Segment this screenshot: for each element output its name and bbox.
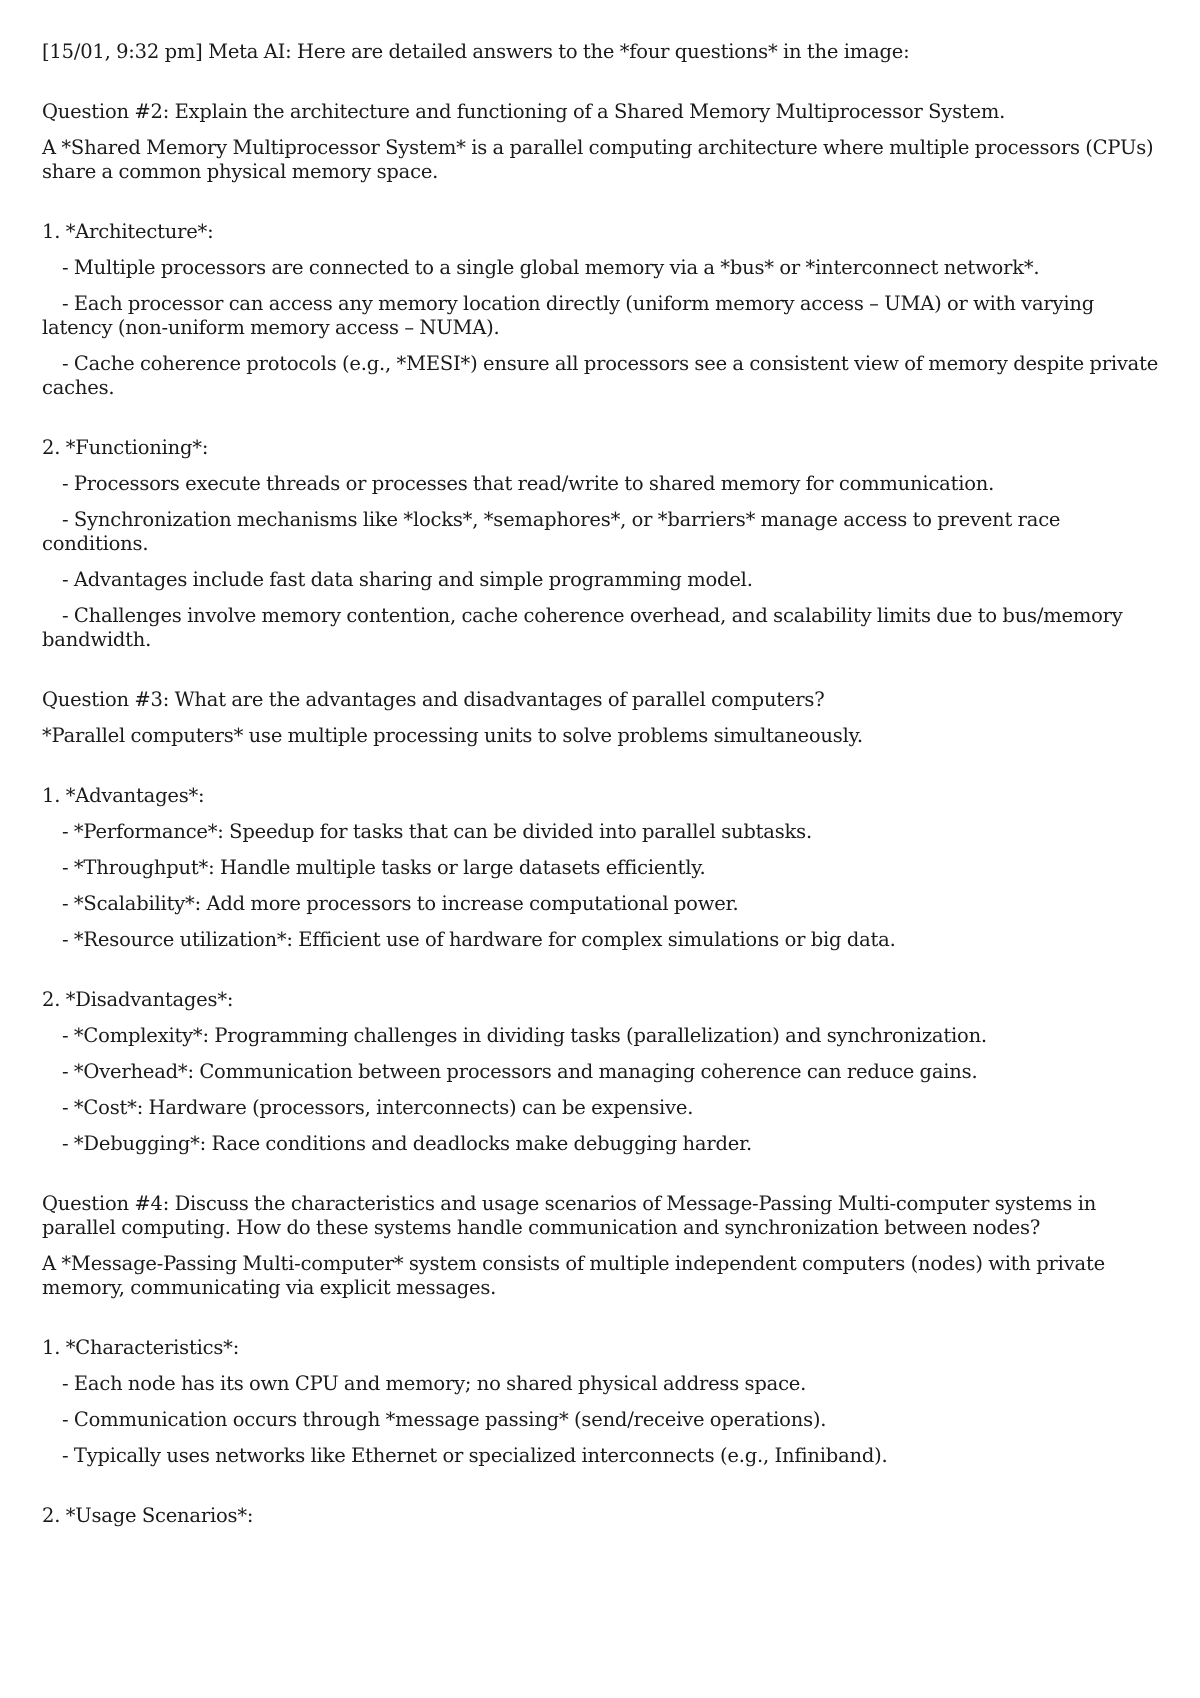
spacer: [42, 196, 1162, 220]
spacer: [42, 1480, 1162, 1504]
question-4-intro: A *Message-Passing Multi-computer* system consists of multiple independent computers (nodes) with private memory, communicating via explicit messages.: [42, 1252, 1111, 1299]
q3-advantages-item: - *Resource utilization*: Efficient use of hardware for complex simulations or big data.: [62, 928, 896, 951]
q3-disadvantages-item: - *Cost*: Hardware (processors, interconnects) can be expensive.: [62, 1096, 694, 1119]
question-3-intro: *Parallel computers* use multiple processing units to solve problems simultaneously.: [42, 724, 863, 747]
question-2-intro: A *Shared Memory Multiprocessor System* is a parallel computing architecture where multiple processors (CPUs) share a common physical memory space.: [42, 136, 1159, 183]
spacer: [42, 76, 1162, 100]
document-page: [42, 40, 1162, 1540]
q2-functioning-item: - Processors execute threads or processes that read/write to shared memory for communication.: [62, 472, 995, 495]
q3-section-advantages-title: 1. *Advantages*:: [42, 784, 205, 807]
spacer: [42, 964, 1162, 988]
q2-architecture-item: - Cache coherence protocols (e.g., *MESI*) ensure all processors see a consistent view of memory despite private caches.: [42, 352, 1164, 399]
q2-architecture-item: - Multiple processors are connected to a single global memory via a *bus* or *interconnect network*.: [62, 256, 1040, 279]
spacer: [42, 1312, 1162, 1336]
spacer: [42, 412, 1162, 436]
q4-characteristics-item: - Each node has its own CPU and memory; no shared physical address space.: [62, 1372, 807, 1395]
q4-characteristics-item: - Typically uses networks like Ethernet or specialized interconnects (e.g., Infiniband).: [62, 1444, 888, 1467]
q3-disadvantages-item: - *Overhead*: Communication between processors and managing coherence can reduce gains.: [62, 1060, 978, 1083]
question-2-heading: Question #2: Explain the architecture and functioning of a Shared Memory Multiprocessor System.: [42, 100, 1006, 123]
spacer: [42, 1168, 1162, 1192]
question-4-heading: Question #4: Discuss the characteristics and usage scenarios of Message-Passing Multi-computer systems in parallel computing. How do these systems handle communication and synchronization between nodes?: [42, 1192, 1102, 1239]
q4-characteristics-item: - Communication occurs through *message passing* (send/receive operations).: [62, 1408, 827, 1431]
q3-disadvantages-item: - *Debugging*: Race conditions and deadlocks make debugging harder.: [62, 1132, 753, 1155]
spacer: [42, 664, 1162, 688]
q2-architecture-item: - Each processor can access any memory location directly (uniform memory access – UMA) or with varying latency (non-uniform memory access – NUMA).: [42, 292, 1100, 339]
q2-functioning-item: - Challenges involve memory contention, cache coherence overhead, and scalability limits due to bus/memory bandwidth.: [42, 604, 1129, 651]
q3-disadvantages-item: - *Complexity*: Programming challenges in dividing tasks (parallelization) and synchronization.: [62, 1024, 987, 1047]
q3-section-disadvantages-title: 2. *Disadvantages*:: [42, 988, 234, 1011]
q3-advantages-item: - *Scalability*: Add more processors to increase computational power.: [62, 892, 739, 915]
question-3-heading: Question #3: What are the advantages and disadvantages of parallel computers?: [42, 688, 825, 711]
q3-advantages-item: - *Throughput*: Handle multiple tasks or large datasets efficiently.: [62, 856, 706, 879]
q2-section-functioning-title: 2. *Functioning*:: [42, 436, 209, 459]
q4-section-usage-title: 2. *Usage Scenarios*:: [42, 1504, 254, 1527]
q2-section-architecture-title: 1. *Architecture*:: [42, 220, 214, 243]
q3-advantages-item: - *Performance*: Speedup for tasks that can be divided into parallel subtasks.: [62, 820, 812, 843]
q2-functioning-item: - Synchronization mechanisms like *locks*, *semaphores*, or *barriers* manage access to prevent race conditions.: [42, 508, 1066, 555]
message-header: [15/01, 9:32 pm] Meta AI: Here are detailed answers to the *four questions* in the image:: [42, 40, 910, 63]
q4-section-characteristics-title: 1. *Characteristics*:: [42, 1336, 240, 1359]
spacer: [42, 760, 1162, 784]
q2-functioning-item: - Advantages include fast data sharing and simple programming model.: [62, 568, 753, 591]
